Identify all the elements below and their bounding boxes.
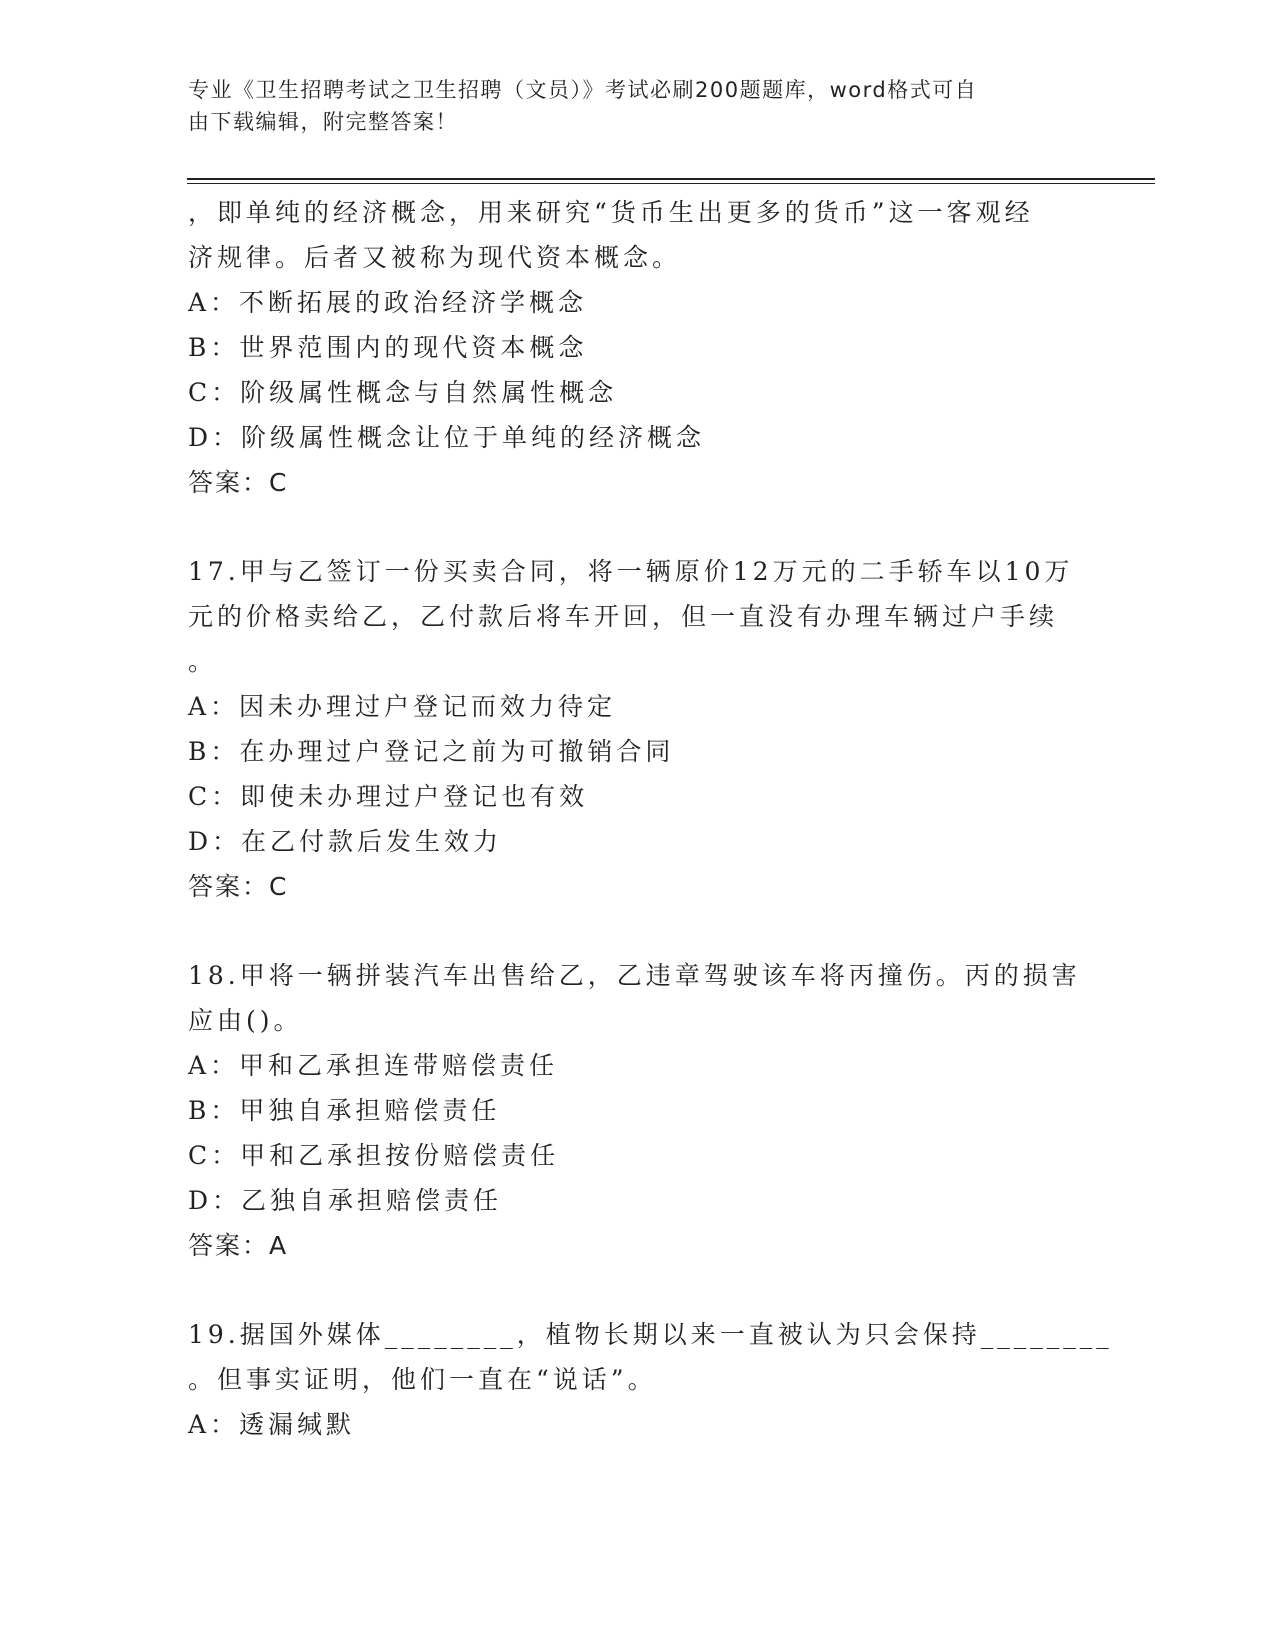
question-19-stem-line-2: 。但事实证明，他们一直在“说话”。 (188, 1365, 657, 1394)
question-18-option-c: C：甲和乙承担按份赔偿责任 (188, 1141, 560, 1170)
question-19 (188, 1312, 1113, 1447)
question-16-option-a: A：不断拓展的政治经济学概念 (188, 288, 588, 317)
question-19-option-a: A：透漏缄默 (188, 1410, 356, 1439)
question-18 (188, 953, 1088, 1268)
question-18-stem-line-1: 18.甲将一辆拼装汽车出售给乙，乙违章驾驶该车将丙撞伤。丙的损害 (188, 961, 1081, 990)
question-17-option-b: B：在办理过户登记之前为可撤销合同 (188, 737, 675, 766)
question-18-answer: 答案：A (188, 1231, 289, 1260)
question-18-option-d: D：乙独自承担赔偿责任 (188, 1186, 503, 1215)
spacer (188, 1268, 1088, 1312)
question-17 (188, 549, 1088, 909)
header-rule-thick (187, 178, 1155, 180)
document-header (188, 74, 1088, 138)
question-16-answer: 答案：C (188, 468, 289, 497)
header-rule-thin (187, 183, 1155, 184)
header-line-2: 由下载编辑，附完整答案！ (188, 110, 458, 134)
spacer (188, 909, 1088, 953)
question-17-stem-line-2: 元的价格卖给乙，乙付款后将车开回，但一直没有办理车辆过户手续 (188, 602, 1059, 631)
question-16-option-d: D：阶级属性概念让位于单纯的经济概念 (188, 423, 706, 452)
question-16-option-c: C：阶级属性概念与自然属性概念 (188, 378, 618, 407)
question-17-stem-line-3: 。 (188, 647, 218, 676)
question-18-stem-line-2: 应由()。 (188, 1006, 303, 1035)
question-18-option-a: A：甲和乙承担连带赔偿责任 (188, 1051, 559, 1080)
question-17-option-c: C：即使未办理过户登记也有效 (188, 782, 589, 811)
header-line-1: 专业《卫生招聘考试之卫生招聘（文员）》考试必刷200题题库，word格式可自 (188, 78, 978, 102)
question-17-stem-line-1: 17.甲与乙签订一份买卖合同，将一辆原价12万元的二手轿车以10万 (188, 557, 1074, 586)
question-17-answer: 答案：C (188, 872, 289, 901)
question-17-option-a: A：因未办理过户登记而效力待定 (188, 692, 617, 721)
question-16 (188, 190, 1088, 505)
question-16-stem-line-2: 济规律。后者又被称为现代资本概念。 (188, 243, 682, 272)
question-18-option-b: B：甲独自承担赔偿责任 (188, 1096, 501, 1125)
question-16-stem-line-1: ，即单纯的经济概念，用来研究“货币生出更多的货币”这一客观经 (188, 198, 1034, 227)
question-16-option-b: B：世界范围内的现代资本概念 (188, 333, 588, 362)
question-19-stem-line-1: 19.据国外媒体________，植物长期以来一直被认为只会保持________ (188, 1320, 1113, 1349)
question-17-option-d: D：在乙付款后发生效力 (188, 827, 503, 856)
question-list (188, 190, 1113, 1447)
spacer (188, 505, 1088, 549)
